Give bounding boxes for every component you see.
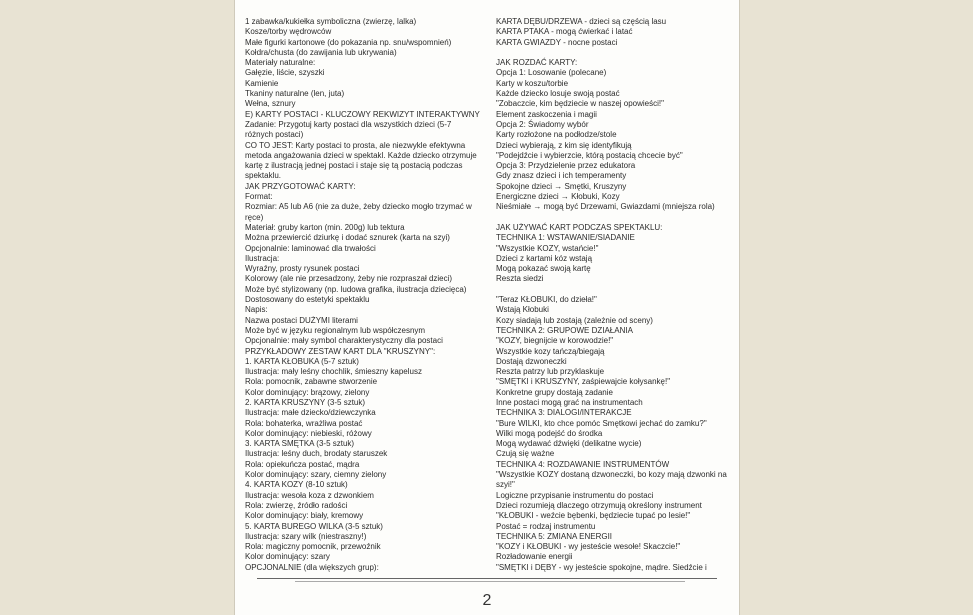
text-line: Kolor dominujący: biały, kremowy <box>245 511 364 521</box>
text-line: KARTA DĘBU/DRZEWA - dzieci są częścią lasu <box>496 17 667 26</box>
text-line: Kolor dominujący: szary, ciemny zielony <box>245 470 387 480</box>
text-line: "KOZY, biegnijcie w korowodzie!" <box>496 336 614 346</box>
text-line: Kolor dominujący: szary <box>245 552 330 562</box>
text-line: Dzieci wybierają, z kim się identyfikują <box>496 140 632 150</box>
text-line: Rola: bohaterka, wrażliwa postać <box>245 418 363 428</box>
text-line: Czują się ważne <box>496 449 555 459</box>
text-line: 5. KARTA BUREGO WILKA (3-5 sztuk) <box>245 521 383 531</box>
text-line: "Teraz KŁOBUKI, do dzieła!" <box>496 295 597 305</box>
text-line: 1 zabawka/kukiełka symboliczna (zwierzę, lalka) <box>245 17 417 26</box>
text-line: Rola: magiczny pomocnik, przewoźnik <box>245 542 381 552</box>
text-line: Opcja 1: Losowanie (polecane) <box>496 68 607 78</box>
text-line: TECHNIKA 4: ROZDAWANIE INSTRUMENTÓW <box>496 459 670 469</box>
text-line: Małe figurki kartonowe (do pokazania np. snu/wspomnień) <box>245 37 452 47</box>
text-line: Opcjonalnie: mały symbol charakterystyczny dla postaci <box>245 336 443 346</box>
text-line: 1. KARTA KŁOBUKA (5-7 sztuk) <box>245 356 359 366</box>
text-line: E) KARTY POSTACI - KLUCZOWY REKWIZYT INTERAKTYWNY <box>245 109 480 119</box>
page-number: 2 <box>482 592 492 609</box>
text-line: Rola: opiekuńcza postać, mądra <box>245 459 360 469</box>
text-line: 3. KARTA SMĘTKA (3-5 sztuk) <box>245 439 355 449</box>
text-line: Rozładowanie energii <box>496 552 573 562</box>
text-line: TECHNIKA 3: DIALOGI/INTERAKCJE <box>496 408 632 418</box>
text-line: Kołdra/chusta (do zawijania lub ukrywania) <box>245 47 397 57</box>
text-line: "SMĘTKI i DĘBY - wy jesteście spokojne, mądre. Siedźcie i <box>496 562 707 572</box>
footer-rule-secondary <box>295 581 685 582</box>
text-line: Ilustracja: leśny duch, brodaty staruszek <box>245 449 388 459</box>
text-line: TECHNIKA 2: GRUPOWE DZIAŁANIA <box>496 325 633 335</box>
text-line: Spokojne dzieci → Smętki, Kruszyny <box>496 181 627 191</box>
text-line: Gdy znasz dzieci i ich temperamenty <box>496 171 627 181</box>
text-line: Dostosowany do estetyki spektaklu <box>245 295 370 305</box>
left-text-column <box>245 17 481 573</box>
text-line: Rola: pomocnik, zabawne stworzenie <box>245 377 378 387</box>
text-line: Reszta siedzi <box>496 274 544 284</box>
text-line: "Wszystkie KOZY, wstańcie!" <box>496 243 599 253</box>
text-line: Karty rozłożone na podłodze/stole <box>496 130 617 140</box>
text-line: Opcjonalnie: laminować dla trwałości <box>245 243 376 253</box>
text-line: Kamienie <box>245 78 279 88</box>
text-line: Konkretne grupy dostają zadanie <box>496 387 613 397</box>
text-line: Rola: zwierzę, źródło radości <box>245 500 348 510</box>
text-line: OPCJONALNIE (dla większych grup): <box>245 562 379 572</box>
text-line: Wyraźny, prosty rysunek postaci <box>245 264 360 274</box>
text-line: Każde dziecko losuje swoją postać <box>496 89 620 99</box>
text-line: "Wszystkie KOZY dostaną dzwoneczki, bo kozy mają dzwonki na szyi!" <box>496 470 730 490</box>
text-line: Można przewiercić dziurkę i dodać sznurek (karta na szyi) <box>245 233 450 243</box>
text-line: "KŁOBUKI - weźcie bębenki, będziecie tupać po lesie!" <box>496 511 691 521</box>
text-line: Tkaniny naturalne (len, juta) <box>245 89 345 99</box>
text-line: Mogą pokazać swoją kartę <box>496 264 591 274</box>
text-line: Wstają Kłobuki <box>496 305 549 315</box>
text-line: Dzieci z kartami kóz wstają <box>496 253 593 263</box>
text-line: Gałęzie, liście, szyszki <box>245 68 325 78</box>
text-line: Kolorowy (ale nie przesadzony, żeby nie rozpraszał dzieci) <box>245 274 453 284</box>
text-line: Ilustracja: małe dziecko/dziewczynka <box>245 408 376 418</box>
text-line: Wilki mogą podejść do środka <box>496 428 603 438</box>
text-line: Materiał: gruby karton (min. 200g) lub tektura <box>245 222 405 232</box>
text-line: Kosze/torby wędrowców <box>245 27 332 37</box>
text-line: Format: <box>245 192 273 202</box>
text-line <box>496 213 732 223</box>
text-line: JAK ROZDAĆ KARTY: <box>496 58 578 68</box>
text-line: Może być stylizowany (np. ludowa grafika, ilustracja dziecięca) <box>245 284 467 294</box>
text-line: Napis: <box>245 305 268 315</box>
text-line: Nieśmiałe → mogą być Drzewami, Gwiazdami (mniejsza rola) <box>496 202 715 212</box>
text-line: Wszystkie kozy tańczą/biegają <box>496 346 605 356</box>
text-line: Zadanie: Przygotuj karty postaci dla wszystkich dzieci (5-7 różnych postaci) <box>245 119 454 140</box>
text-line: TECHNIKA 1: WSTAWANIE/SIADANIE <box>496 233 635 243</box>
text-line: PRZYKŁADOWY ZESTAW KART DLA "KRUSZYNY": <box>245 346 436 356</box>
right-text-column <box>496 17 732 573</box>
text-line <box>496 48 732 58</box>
text-line: "Bure WILKI, kto chce pomóc Smętkowi jechać do zamku?" <box>496 418 707 428</box>
text-line: Mogą wydawać dźwięki (delikatne wycie) <box>496 439 642 449</box>
text-line: Energiczne dzieci → Kłobuki, Kozy <box>496 192 620 202</box>
text-line: Postać = rodzaj instrumentu <box>496 521 596 531</box>
text-line: Ilustracja: szary wilk (niestraszny!) <box>245 531 367 541</box>
text-line: Kolor dominujący: niebieski, różowy <box>245 428 372 438</box>
text-line: "Podejdźcie i wybierzcie, którą postacią chcecie być" <box>496 150 683 160</box>
text-line: "KOZY i KŁOBUKI - wy jesteście wesołe! Skaczcie!" <box>496 542 681 552</box>
text-line: Logiczne przypisanie instrumentu do postaci <box>496 490 654 500</box>
document-page <box>234 0 740 615</box>
text-line: Opcja 2: Świadomy wybór <box>496 119 589 129</box>
text-line: CO TO JEST: Karty postaci to prosta, ale niezwykle efektywna metoda angażowania dzieci w spektakl. Każde dziecko otrzymuje kartę z ilustracją jednej postaci i staje się tą postacią podczas spektaklu. <box>245 140 479 181</box>
text-line: Inne postaci mogą grać na instrumentach <box>496 397 643 407</box>
text-line: Dzieci rozumieją dlaczego otrzymują określony instrument <box>496 500 702 510</box>
text-line: 2. KARTA KRUSZYNY (3-5 sztuk) <box>245 397 366 407</box>
text-line: Reszta patrzy lub przyklaskuje <box>496 367 605 377</box>
text-line: Rozmiar: A5 lub A6 (nie za duże, żeby dziecko mogło trzymać w ręce) <box>245 202 474 222</box>
text-line: Karty w koszu/torbie <box>496 78 569 88</box>
text-line: 4. KARTA KOZY (8-10 sztuk) <box>245 480 348 490</box>
text-line: "SMĘTKI i KRUSZYNY, zaśpiewajcie kołysankę!" <box>496 377 671 387</box>
text-line: TECHNIKA 5: ZMIANA ENERGII <box>496 531 613 541</box>
text-line: JAK UŻYWAĆ KART PODCZAS SPEKTAKLU: <box>496 222 663 232</box>
text-line: Opcja 3: Przydzielenie przez edukatora <box>496 161 636 171</box>
text-line: Element zaskoczenia i magii <box>496 109 597 119</box>
text-line: "Zobaczcie, kim będziecie w naszej opowieści!" <box>496 99 664 109</box>
text-line: Materiały naturalne: <box>245 58 316 68</box>
text-line: Może być w języku regionalnym lub współczesnym <box>245 325 426 335</box>
text-line: Ilustracja: <box>245 253 280 263</box>
text-line: JAK PRZYGOTOWAĆ KARTY: <box>245 181 356 191</box>
text-line: Ilustracja: mały leśny chochlik, śmieszny kapelusz <box>245 367 422 377</box>
text-line: Wełna, sznury <box>245 99 296 109</box>
text-line: Ilustracja: wesoła koza z dzwonkiem <box>245 490 374 500</box>
text-line: Dostają dzwoneczki <box>496 356 567 366</box>
text-line: Kozy siadają lub zostają (zależnie od sceny) <box>496 315 653 325</box>
text-line: KARTA GWIAZDY - nocne postaci <box>496 37 618 47</box>
text-line: Kolor dominujący: brązowy, zielony <box>245 387 370 397</box>
text-line <box>496 285 732 295</box>
text-line: Nazwa postaci DUŻYMI literami <box>245 315 358 325</box>
footer-rule <box>257 578 717 579</box>
text-line: KARTA PTAKA - mogą ćwierkać i latać <box>496 27 633 37</box>
